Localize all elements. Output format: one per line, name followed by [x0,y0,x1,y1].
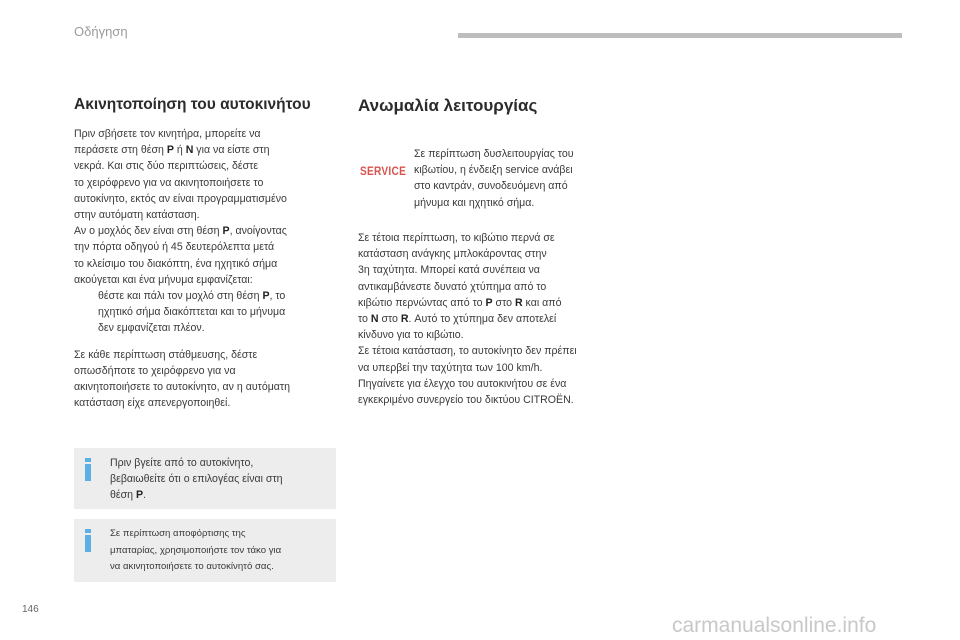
text-line: αυτοκίνητο, εκτός αν είναι προγραμματισμένο [74,192,287,205]
info-icon [84,458,92,481]
immobilisation-heading: Ακινητοποίηση του αυτοκινήτου [74,96,311,113]
text-line: την πόρτα οδηγού ή 45 δευτερόλεπτα μετά [74,241,275,254]
text-line: στην αυτόματη κατάσταση. [74,209,200,222]
parking-paragraph [74,347,342,412]
text-line: ηχητικό σήμα διακόπτεται και το μήνυμα [98,306,286,319]
service-warning-block [358,146,648,212]
info-note-text: Σε περίπτωση αποφόρτισης της μπαταρίας, χρησιμοποιήστε τον τάκο για να ακινητοποιήσετε το αυτοκίνητό σας. [110,528,282,572]
text-line: Πηγαίνετε για έλεγχο του αυτοκινήτου σε ένα [358,377,567,390]
service-description: Σε περίπτωση δυσλειτουργίας του κιβωτίου, η ένδειξη service ανάβει στο καντράν, συνοδευόμενη από μήνυμα και ηχητικό σήμα. [414,148,574,209]
left-column [74,96,342,411]
service-warning-icon: SERVICE [360,166,407,178]
info-note-text: Πριν βγείτε από το αυτοκίνητο, βεβαιωθείτε ότι ο επιλογέας είναι στη θέση P. [110,457,283,502]
text-line: το χειρόφρενο για να ακινητοποιήσετε το [74,176,264,189]
info-icon [84,529,92,552]
text-line: κατάσταση είχε απενεργοποιηθεί. [74,397,231,410]
header-divider-bar [458,33,902,38]
malfunction-paragraph [358,230,648,408]
section-title: Οδήγηση [74,24,128,39]
text-line: ακούγεται και ένα μήνυμα εμφανίζεται: [74,273,253,286]
text-line: αντικαμβάνεστε δυνατό χτύπημα από το [358,280,547,293]
text-line: εγκεκριμένο συνεργείο του δικτύου CITROËN. [358,394,574,407]
right-column [358,96,648,408]
text-line: οπωσδήποτε το χειρόφρενο για να [74,364,236,377]
text-line: κατάσταση ανάγκης μπλοκάροντας στην [358,248,547,261]
text-line: Σε τέτοια περίπτωση, το κιβώτιο περνά σε [358,232,555,244]
text-line: να υπερβεί την ταχύτητα των 100 km/h. [358,361,543,374]
bullet-item [74,288,342,337]
text-line: περάσετε στη θέση P ή N για να είστε στη [74,144,270,157]
text-line: κίνδυνο για το κιβώτιο. [358,329,464,342]
text-line: κιβώτιο περνώντας από το P στο R και από [358,296,562,309]
malfunction-heading: Ανωμαλία λειτουργίας [358,96,538,115]
text-line: Σε τέτοια κατάσταση, το αυτοκίνητο δεν πρέπει [358,345,577,358]
watermark: carmanualsonline.info [672,614,877,637]
text-line: ακινητοποιήσετε το αυτοκίνητο, αν η αυτόματη [74,381,291,394]
text-line: Σε κάθε περίπτωση στάθμευσης, δέστε [74,348,258,361]
info-note-box [74,448,336,509]
text-line: Πριν σβήσετε τον κινητήρα, μπορείτε να [74,128,261,140]
text-line: 3η ταχύτητα. Μπορεί κατά συνέπεια να [358,264,540,277]
text-line: το κλείσιμο του διακόπτη, ένα ηχητικό σήμα [74,257,278,270]
text-line: νεκρά. Και στις δύο περιπτώσεις, δέστε [74,160,259,173]
text-line: δεν εμφανίζεται πλέον. [98,322,205,335]
text-line: Αν ο μοχλός δεν είναι στη θέση P, ανοίγοντας [74,225,287,238]
text-line: θέστε και πάλι τον μοχλό στη θέση P, το [98,290,286,303]
page-number: 146 [22,604,39,615]
immobilisation-paragraph [74,126,342,337]
text-line: το N στο R. Αυτό το χτύπημα δεν αποτελεί [358,313,557,326]
info-note-box [74,519,336,582]
